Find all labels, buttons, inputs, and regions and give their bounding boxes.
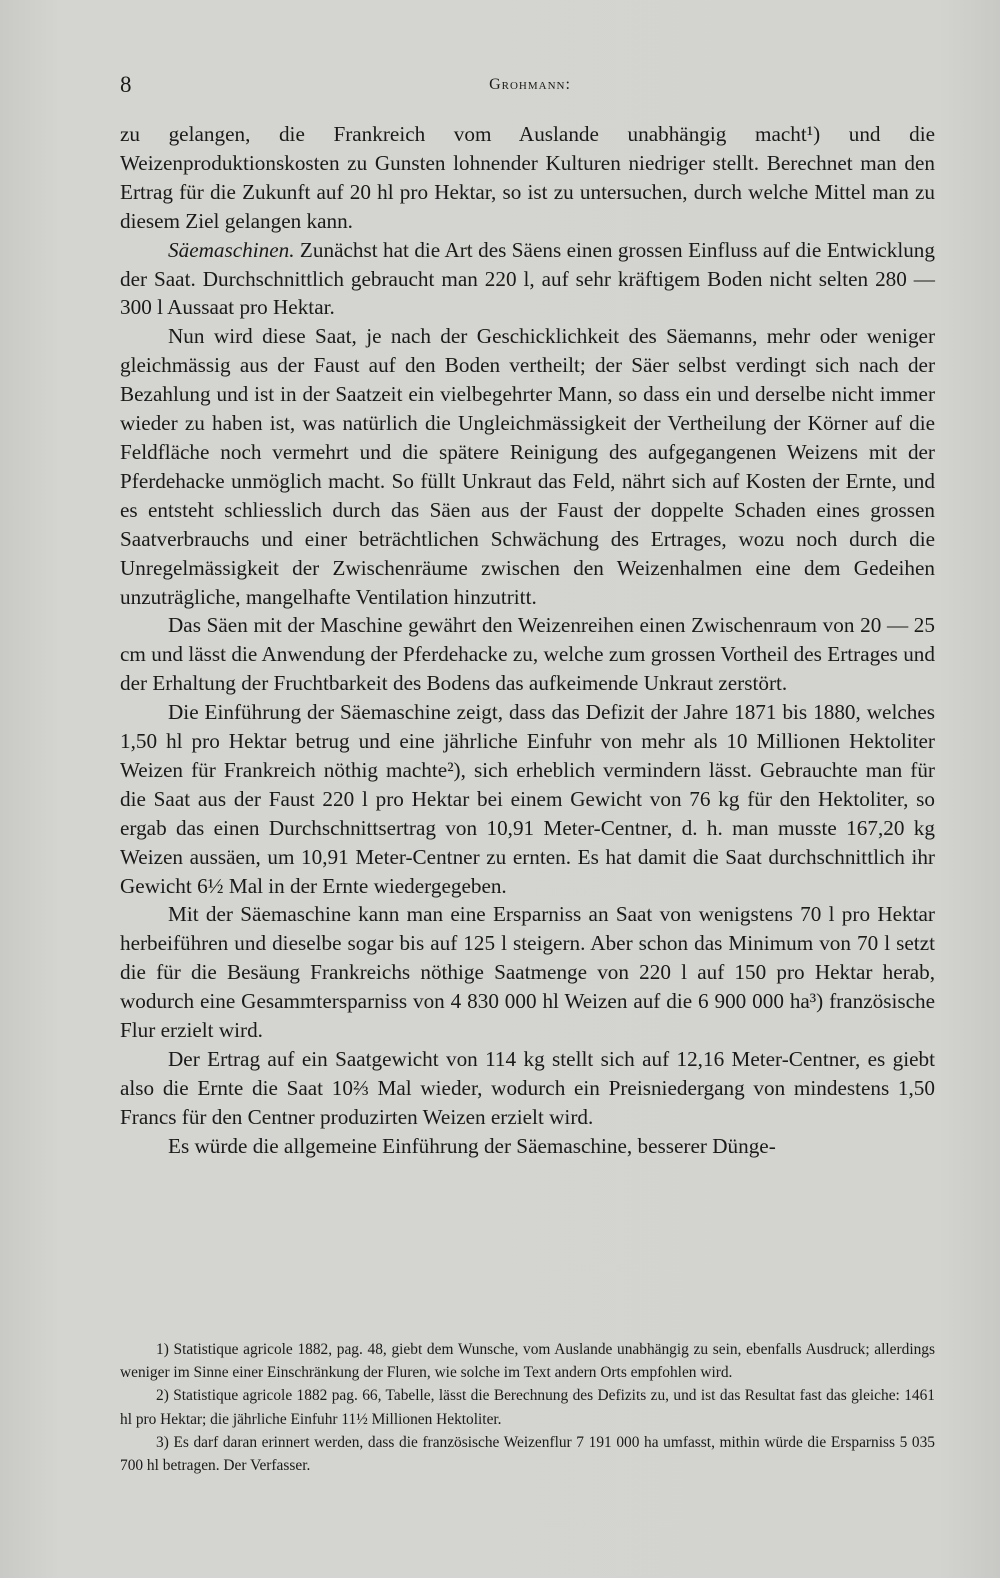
footnotes [120,1338,935,1477]
paragraph-4: Das Säen mit der Maschine gewährt den Weizenreihen einen Zwischenraum von 20 — 25 cm und lässt die Anwendung der Pferdehacke zu, welche zum grossen Vortheil des Ertrages und der Erhaltung der Fruchtbarkeit des Bodens das aufkeimende Unkraut zerstört. [120,613,935,696]
footnote-1: 1) Statistique agricole 1882, pag. 48, giebt dem Wunsche, vom Auslande unabhängig zu sein, ebenfalls Ausdruck; allerdings weniger im Sinne einer Einschränkung der Fluren, wie solche im Text andern Orts empfohlen wird. [120,1341,935,1382]
page-header [120,72,940,102]
paragraph-3: Nun wird diese Saat, je nach der Geschicklichkeit des Säemanns, mehr oder weniger gleichmässig aus der Faust auf den Boden vertheilt; der Säer selbst verdingt sich nach der Bezahlung und ist in der Saatzeit ein vielbegehrter Mann, so dass ein und derselbe nicht immer wieder zu haben ist, was natürlich die Ungleichmässigkeit der Vertheilung der Körner auf die Feldfläche noch vermehrt und die spätere Reinigung des aufgegangenen Weizens mit der Pferdehacke unmöglich macht. So füllt Unkraut das Feld, nährt sich auf Kosten der Ernte, und es entsteht schliesslich durch das Säen aus der Faust der doppelte Schaden eines grossen Saatverbrauchs und einer beträchtlichen Schwächung des Ertrages, wozu noch durch die Unregelmässigkeit der Zwischenräume zwischen den Weizenhalmen eine dem Gedeihen unzuträgliche, mangelhafte Ventilation hinzutritt. [120,324,935,609]
paragraph-1: zu gelangen, die Frankreich vom Auslande unabhängig macht¹) und die Weizenproduktionskosten zu Gunsten lohnender Kulturen niedriger stellt. Berechnet man den Ertrag für die Zukunft auf 20 hl pro Hektar, so ist zu untersuchen, durch welche Mittel man zu diesem Ziel gelangen kann. [120,122,935,233]
paragraph-2 [120,236,935,323]
paragraph-8: Es würde die allgemeine Einführung der Säemaschine, besserer Dünge- [168,1133,776,1158]
body-text [120,120,935,1161]
running-head: Grohmann: [489,76,571,93]
paragraph-2-text: Zunächst hat die Art des Säens einen grossen Einfluss auf die Entwicklung der Saat. Durchschnittlich gebraucht man 220 l, auf sehr kräftigem Boden nicht selten 280 — 300 l Aussaat pro Hektar. [120,237,935,320]
paragraph-6: Mit der Säemaschine kann man eine Ersparniss an Saat von wenigstens 70 l pro Hektar herbeiführen und dieselbe sogar bis auf 125 l steigern. Aber schon das Minimum von 70 l setzt die für die Besäung Frankreichs nöthige Saatmenge von 220 l auf 150 pro Hektar herab, wodurch eine Gesammtersparniss von 4 830 000 hl Weizen auf die 6 900 000 ha³) französische Flur erzielt wird. [120,902,935,1043]
page-number: 8 [120,72,132,97]
footnote-3: 3) Es darf daran erinnert werden, dass die französische Weizenflur 7 191 000 ha umfasst, mithin würde die Ersparniss 5 035 700 hl betragen. Der Verfasser. [120,1433,935,1475]
paragraph-5: Die Einführung der Säemaschine zeigt, dass das Defizit der Jahre 1871 bis 1880, welches 1,50 hl pro Hektar betrug und eine jährliche Einfuhr von mehr als 10 Millionen Hektoliter Weizen für Frankreich nöthig machte²), sich erheblich vermindern lässt. Gebrauchte man für die Saat aus der Faust 220 l pro Hektar bei einem Gewicht von 76 kg für den Hektoliter, so ergab das einen Durchschnittsertrag von 10,91 Meter-Centner, d. h. man musste 167,20 kg Weizen aussäen, um 10,91 Meter-Centner zu ernten. Es hat damit die Saat durchschnittlich ihr Gewicht 6½ Mal in der Ernte wiedergegeben. [120,700,935,898]
section-lead-saemaschinen: Säemaschinen. [168,237,295,262]
paragraph-7: Der Ertrag auf ein Saatgewicht von 114 kg stellt sich auf 12,16 Meter-Centner, es giebt also die Ernte die Saat 10⅔ Mal wieder, wodurch ein Preisniedergang von mindestens 1,50 Francs für den Centner produzirten Weizen erzielt wird. [120,1047,935,1129]
footnote-2: 2) Statistique agricole 1882 pag. 66, Tabelle, lässt die Berechnung des Defizits zu, und ist das Resultat fast das gleiche: 1461 hl pro Hektar; die jährliche Einfuhr 11½ Millionen Hektoliter. [120,1387,935,1428]
